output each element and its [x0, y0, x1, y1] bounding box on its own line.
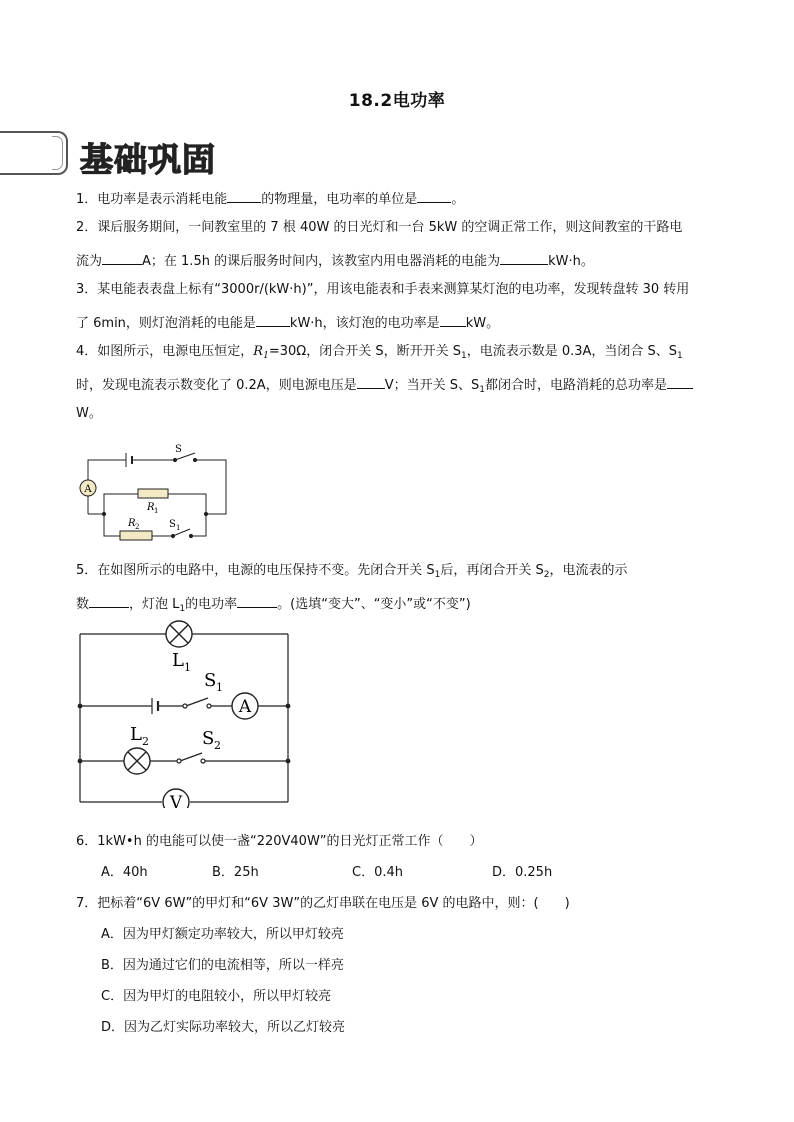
subscript: 1: [460, 351, 467, 361]
option-c[interactable]: C．0.4h: [352, 865, 403, 880]
ammeter-label: A: [84, 484, 92, 495]
resistor-r1: [138, 489, 168, 498]
circuit-diagram-1: [74, 438, 234, 548]
ammeter-label: A: [238, 697, 252, 717]
subscript: 1: [179, 604, 186, 614]
subscript: 1: [677, 351, 683, 361]
question-text: 1kW•h 的电能可以使一盏“220V40W”的日光灯正常工作（ ）: [97, 834, 483, 849]
question-number: 7．: [76, 896, 98, 911]
section-title: 基础巩固: [80, 140, 216, 179]
question-text: A；在 1.5h 的课后服务时间内，该教室内用电器消耗的电能为: [142, 254, 501, 269]
lamp-l1-sub-label: 1: [184, 661, 191, 674]
r2-label: R: [128, 518, 136, 529]
question-4-line-3: [76, 406, 102, 422]
subscript: 2: [543, 570, 550, 580]
question-text: V；当开关 S、S: [384, 378, 480, 393]
question-text: ，灯泡 L: [129, 597, 180, 612]
question-2-line-1: [76, 220, 682, 236]
r2-sub-label: 2: [135, 523, 140, 531]
question-2-line-2: [76, 251, 594, 270]
option-c[interactable]: C．因为甲灯的电阻较小，所以甲灯较亮: [101, 989, 332, 1004]
question-text: W。: [76, 406, 102, 421]
question-4-line-2: [76, 375, 693, 398]
resistor-symbol: R: [253, 344, 264, 359]
lamp-l1-label: L: [172, 650, 184, 671]
question-text: kW·h，该灯泡的电功率是: [289, 316, 440, 331]
question-7-line-1: [76, 896, 570, 912]
answer-blank[interactable]: [357, 375, 385, 389]
question-3-line-2: [76, 313, 499, 332]
question-number: 4．: [76, 344, 98, 359]
question-number: 2．: [76, 220, 98, 235]
question-text: kW。: [465, 316, 500, 331]
switch-s1-sub-label: 1: [216, 681, 223, 694]
answer-blank[interactable]: [667, 375, 693, 389]
option-b[interactable]: B．25h: [212, 865, 259, 880]
question-text: 的电功率: [185, 597, 238, 612]
question-1-line-1: [76, 189, 464, 208]
lamp-l2-sub-label: 2: [142, 735, 149, 748]
question-text: 把标着“6V 6W”的甲灯和“6V 3W”的乙灯串联在电压是 6V 的电路中，则：( ): [97, 896, 570, 911]
question-text: 都闭合时，电路消耗的总功率是: [484, 378, 667, 393]
answer-blank[interactable]: [417, 189, 451, 203]
question-text: kW·h。: [548, 254, 594, 269]
option-b[interactable]: B．因为通过它们的电流相等，所以一样亮: [101, 958, 344, 973]
r1-sub-label: 1: [154, 507, 159, 515]
switch-s1-sub-label: 1: [176, 524, 181, 532]
question-text: 数: [76, 597, 90, 612]
question-text: 。(选填“变大”、“变小”或“不变”): [277, 597, 471, 612]
subscript: 1: [434, 570, 441, 580]
lamp-l2-label: L: [130, 724, 142, 745]
answer-blank[interactable]: [102, 251, 142, 265]
circuit-diagram-2: [72, 616, 298, 808]
switch-s1-label: S: [169, 519, 176, 530]
question-6-line-1: [76, 834, 483, 850]
r1-label: R: [147, 502, 155, 513]
question-text: 某电能表表盘上标有“3000r/(kW·h)”，用该电能表和手表来测算某灯泡的电功率，发现转盘转 30 转用: [97, 282, 690, 297]
option-a[interactable]: A．40h: [101, 865, 148, 880]
question-text: 的物理量，电功率的单位是: [261, 192, 418, 207]
document-title: 18.2电功率: [348, 91, 446, 111]
question-text: 。: [451, 192, 465, 207]
switch-s2-label: S: [202, 728, 215, 749]
question-number: 5．: [76, 563, 98, 578]
switch-s-label: S: [175, 444, 182, 455]
answer-blank[interactable]: [500, 251, 548, 265]
option-d[interactable]: D．因为乙灯实际功率较大，所以乙灯较亮: [101, 1020, 346, 1035]
option-d[interactable]: D．0.25h: [492, 865, 553, 880]
question-text: 在如图所示的电路中，电源的电压保持不变。先闭合开关 S: [97, 563, 435, 578]
question-5-line-1: [76, 563, 628, 583]
question-4-line-1: [76, 344, 683, 364]
question-number: 6．: [76, 834, 98, 849]
section-banner-frame: [0, 131, 68, 175]
switch-s1-label: S: [204, 670, 217, 691]
answer-blank[interactable]: [89, 594, 129, 608]
lamp-l2-icon: [124, 748, 150, 774]
question-text: 后，再闭合开关 S: [440, 563, 544, 578]
subscript: 1: [263, 351, 269, 361]
question-text: 如图所示，电源电压恒定，: [97, 344, 254, 359]
subscript: 1: [479, 385, 485, 395]
lamp-l1-icon: [166, 621, 192, 647]
question-text: ，电流表示数是 0.3A，当闭合 S、S: [466, 344, 678, 359]
option-a[interactable]: A．因为甲灯额定功率较大，所以甲灯较亮: [101, 927, 344, 942]
answer-blank[interactable]: [237, 594, 277, 608]
question-text: =30Ω，闭合开关 S，断开开关 S: [268, 344, 461, 359]
answer-blank[interactable]: [227, 189, 261, 203]
question-text: 了 6min，则灯泡消耗的电能是: [76, 316, 256, 331]
question-text: 课后服务期间，一间教室里的 7 根 40W 的日光灯和一台 5kW 的空调正常工作，则这间教室的干路电: [97, 220, 683, 235]
question-text: 时，发现电流表示数变化了 0.2A，则电源电压是: [76, 378, 357, 393]
question-5-line-2: [76, 594, 471, 617]
question-text: 电功率是表示消耗电能: [97, 192, 228, 207]
question-number: 1．: [76, 192, 98, 207]
resistor-r2: [120, 531, 152, 540]
question-3-line-1: [76, 282, 689, 298]
question-text: ，电流表的示: [549, 563, 628, 578]
question-text: 流为: [76, 254, 103, 269]
answer-blank[interactable]: [256, 313, 290, 327]
answer-blank[interactable]: [440, 313, 466, 327]
switch-s2-sub-label: 2: [214, 739, 221, 752]
voltmeter-label: V: [169, 793, 183, 808]
question-number: 3．: [76, 282, 98, 297]
